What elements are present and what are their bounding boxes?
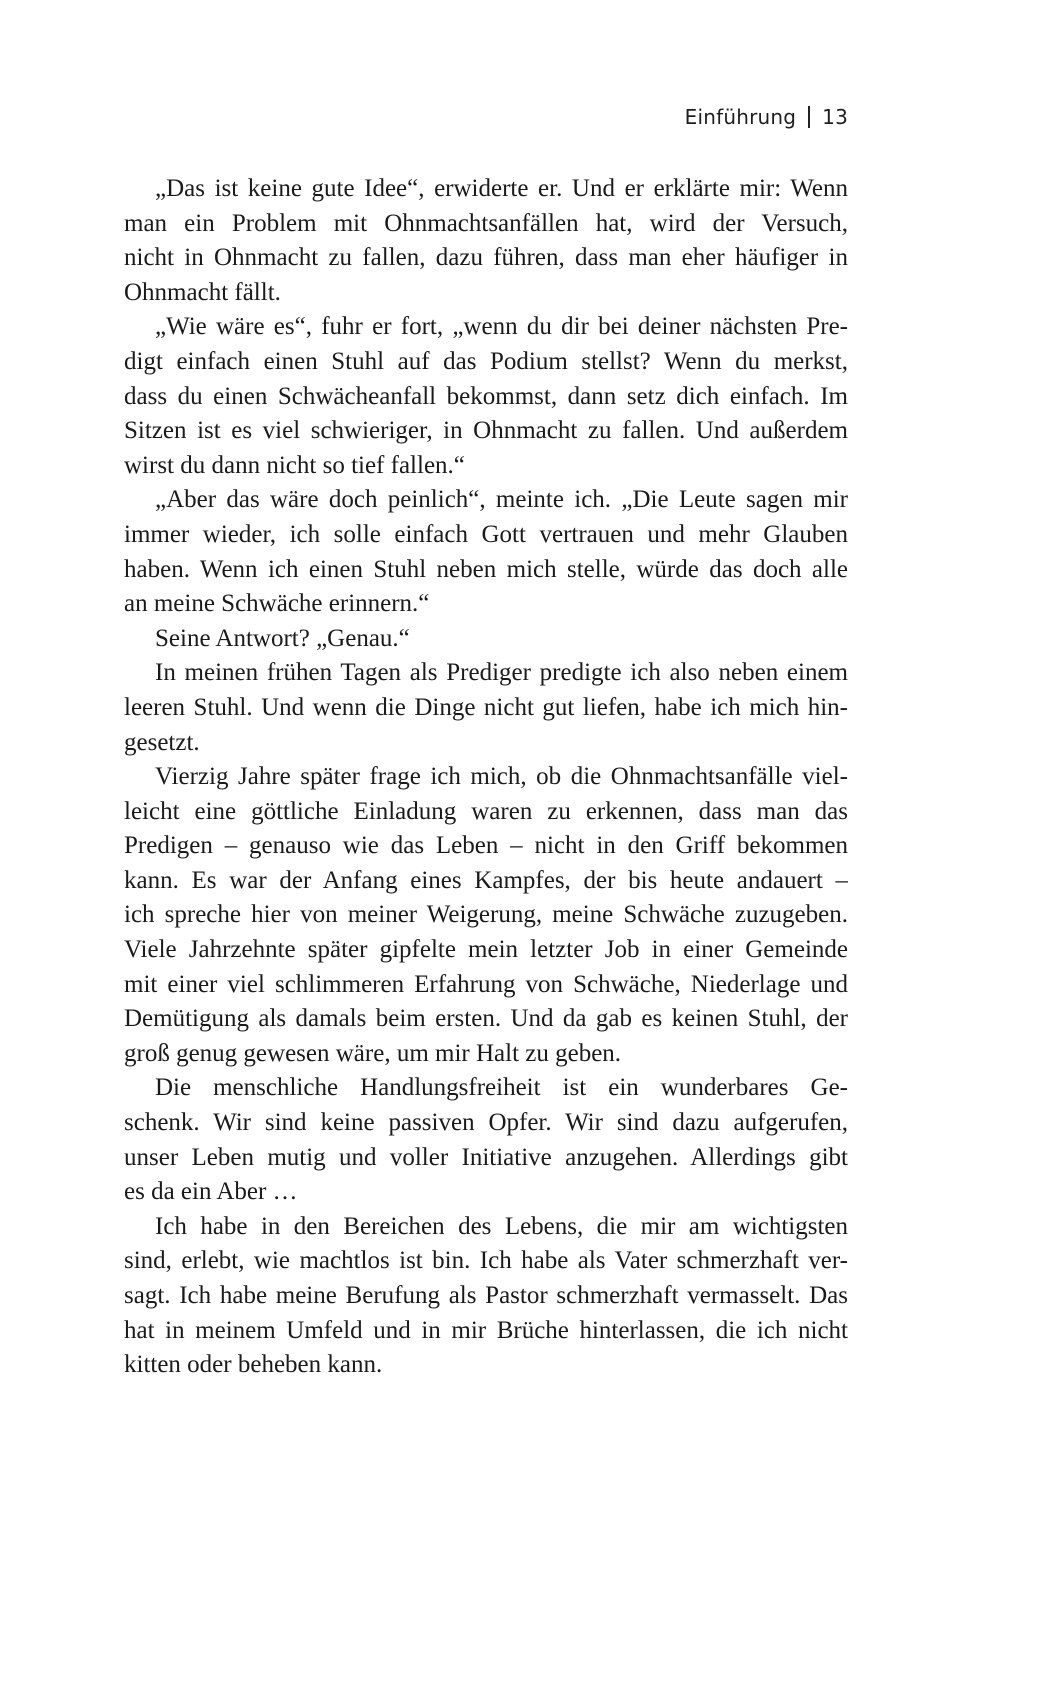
text-line: Vierzig Jahre später frage ich mich, ob die Ohnmachtsanfälle viel- [155,763,848,791]
text-line: Ohnmacht fällt. [124,278,281,306]
header-divider [808,106,810,128]
text-line: leicht eine göttliche Einladung waren zu erkennen, dass man das [124,797,848,825]
text-line: man ein Problem mit Ohnmachtsanfällen hat, wird der Versuch, [124,209,848,237]
paragraph [124,1071,848,1209]
text-line: Demütigung als damals beim ersten. Und da gab es keinen Stuhl, der [124,1005,848,1033]
text-line: dass du einen Schwächeanfall bekommst, dann setz dich einfach. Im [124,382,848,410]
text-line: unser Leben mutig und voller Initiative anzugehen. Allerdings gibt [124,1143,848,1171]
text-line: „Aber das wäre doch peinlich“, meinte ich. „Die Leute sagen mir [155,486,848,514]
body-text [124,172,848,1383]
paragraph [124,622,848,657]
paragraph [124,310,848,483]
text-line: haben. Wenn ich einen Stuhl neben mich stelle, würde das doch alle [124,555,848,583]
paragraph [124,483,848,621]
text-line: immer wieder, ich solle einfach Gott vertrauen und mehr Glauben [124,520,848,548]
text-line: kann. Es war der Anfang eines Kampfes, der bis heute andauert – [124,866,848,894]
text-line: „Wie wäre es“, fuhr er fort, „wenn du dir bei deiner nächsten Pre- [155,313,848,341]
text-line: Die menschliche Handlungsfreiheit ist ein wunderbares Ge- [155,1074,848,1102]
text-line: an meine Schwäche erinnern.“ [124,590,430,618]
text-line: „Das ist keine gute Idee“, erwiderte er. Und er erklärte mir: Wenn [155,175,848,202]
running-header [685,104,848,130]
paragraph [124,172,848,310]
text-line: Seine Antwort? „Genau.“ [155,624,410,652]
text-line: In meinen frühen Tagen als Prediger predigte ich also neben einem [155,659,848,687]
text-line: es da ein Aber … [124,1178,298,1206]
text-line: Ich habe in den Bereichen des Lebens, die mir am wichtigsten [155,1212,848,1240]
text-line: Viele Jahrzehnte später gipfelte mein letzter Job in einer Gemeinde [124,936,848,964]
text-line: Predigen – genauso wie das Leben – nicht in den Griff bekommen [124,832,848,860]
text-line: hat in meinem Umfeld und in mir Brüche hinterlassen, die ich nicht [124,1316,848,1344]
text-line: nicht in Ohnmacht zu fallen, dazu führen, dass man eher häufiger in [124,244,848,272]
paragraph [124,1210,848,1383]
text-line: mit einer viel schlimmeren Erfahrung von Schwäche, Niederlage und [124,970,848,998]
text-line: digt einfach einen Stuhl auf das Podium stellst? Wenn du merkst, [124,347,848,375]
text-line: wirst du dann nicht so tief fallen.“ [124,451,465,479]
text-line: ich spreche hier von meiner Weigerung, meine Schwäche zuzugeben. [124,901,848,929]
text-line: groß genug gewesen wäre, um mir Halt zu geben. [124,1039,622,1067]
paragraph [124,656,848,760]
text-line: schenk. Wir sind keine passiven Opfer. Wir sind dazu aufgerufen, [124,1109,848,1137]
page-number: 13 [822,105,848,129]
text-line: leeren Stuhl. Und wenn die Dinge nicht gut liefen, habe ich mich hin- [124,693,848,721]
text-line: kitten oder beheben kann. [124,1351,383,1379]
text-line: sind, erlebt, wie machtlos ist bin. Ich habe als Vater schmerzhaft ver- [124,1247,848,1275]
paragraph [124,760,848,1071]
text-line: sagt. Ich habe meine Berufung als Pastor schmerzhaft vermasselt. Das [124,1282,848,1309]
chapter-title: Einführung [684,105,797,129]
text-line: Sitzen ist es viel schwieriger, in Ohnmacht zu fallen. Und außerdem [124,417,848,445]
text-line: gesetzt. [124,728,200,756]
